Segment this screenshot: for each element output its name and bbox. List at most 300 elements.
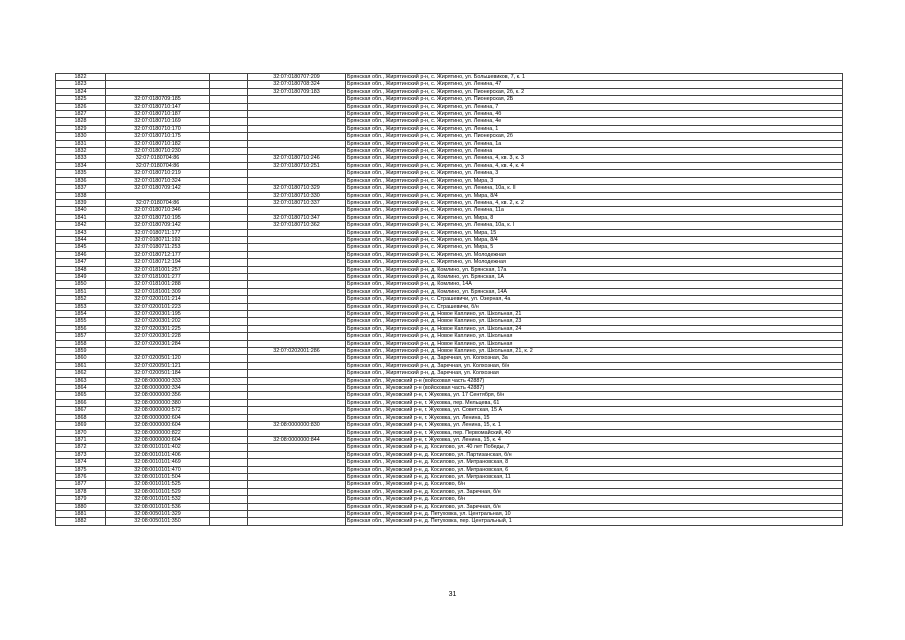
cell-extra — [210, 377, 248, 384]
table-row — [56, 229, 843, 236]
cell-parcel-number: 32:08:0010101:504 — [106, 473, 210, 480]
cell-row-number: 1846 — [56, 251, 106, 258]
cell-row-number: 1876 — [56, 473, 106, 480]
table-row — [56, 481, 843, 488]
cell-parcel-number: 32:07:0180710:230 — [106, 148, 210, 155]
cell-row-number: 1832 — [56, 148, 106, 155]
cell-extra — [210, 199, 248, 206]
cell-row-number: 1861 — [56, 362, 106, 369]
cell-parcel-number: 32:07:0180711:192 — [106, 236, 210, 243]
cell-parcel-number: 32:08:0050101:329 — [106, 510, 210, 517]
cell-extra — [210, 414, 248, 421]
cell-extra — [210, 74, 248, 81]
cell-extra — [210, 362, 248, 369]
cell-extra — [210, 288, 248, 295]
cell-parcel-number — [106, 348, 210, 355]
table-row — [56, 318, 843, 325]
cell-extra — [210, 251, 248, 258]
cell-extra — [210, 459, 248, 466]
cell-address: Брянская обл., Жирятинский р-н, д. Новое Каплино, ул. Школьная, 24 — [346, 325, 843, 332]
cell-extra — [210, 340, 248, 347]
cell-parcel-number: 32:07:0180704:86 — [106, 155, 210, 162]
cell-object-number — [248, 96, 346, 103]
table-row — [56, 311, 843, 318]
cell-row-number: 1833 — [56, 155, 106, 162]
table-row — [56, 340, 843, 347]
cell-object-number — [248, 362, 346, 369]
cell-object-number — [248, 251, 346, 258]
cell-row-number: 1881 — [56, 510, 106, 517]
cell-object-number — [248, 259, 346, 266]
cell-extra — [210, 222, 248, 229]
cell-object-number — [248, 236, 346, 243]
cell-address: Брянская обл., Жирятинский р-н, с. Жирятино, ул. Ленина, 7 — [346, 103, 843, 110]
cell-row-number: 1856 — [56, 325, 106, 332]
cell-extra — [210, 518, 248, 525]
cell-extra — [210, 259, 248, 266]
cell-address: Брянская обл., Жирятинский р-н, с. Жирятино, ул. Пионерская, 2б — [346, 133, 843, 140]
cell-extra — [210, 422, 248, 429]
cell-object-number: 32:07:0180707:209 — [248, 74, 346, 81]
cell-extra — [210, 303, 248, 310]
cell-address: Брянская обл., Жуковский р-н (войсковая часть 42887) — [346, 377, 843, 384]
cell-object-number: 32:08:0000000:844 — [248, 436, 346, 443]
cell-extra — [210, 88, 248, 95]
registry-table — [55, 73, 843, 526]
cell-row-number: 1879 — [56, 496, 106, 503]
cell-address: Брянская обл., Жирятинский р-н, с. Жирятино, ул. Ленина, 10а, к. I — [346, 222, 843, 229]
cell-object-number — [248, 518, 346, 525]
cell-extra — [210, 444, 248, 451]
cell-row-number: 1844 — [56, 236, 106, 243]
table-row — [56, 88, 843, 95]
cell-parcel-number — [106, 88, 210, 95]
cell-extra — [210, 473, 248, 480]
cell-parcel-number: 32:07:0200101:214 — [106, 296, 210, 303]
cell-row-number: 1825 — [56, 96, 106, 103]
cell-row-number: 1831 — [56, 140, 106, 147]
cell-row-number: 1840 — [56, 207, 106, 214]
cell-row-number: 1865 — [56, 392, 106, 399]
cell-address: Брянская обл., Жирятинский р-н, с. Жирятино, ул. Ленина, 10а, к. II — [346, 185, 843, 192]
cell-address: Брянская обл., Жуковский р-н, г. Жуковка, ул. Ленина, 15 — [346, 414, 843, 421]
cell-object-number — [248, 103, 346, 110]
cell-object-number: 32:07:0180710:347 — [248, 214, 346, 221]
table-row — [56, 244, 843, 251]
cell-row-number: 1868 — [56, 414, 106, 421]
table-row — [56, 459, 843, 466]
cell-object-number — [248, 133, 346, 140]
table-row — [56, 296, 843, 303]
table-row — [56, 118, 843, 125]
cell-parcel-number: 32:07:0200301:228 — [106, 333, 210, 340]
cell-row-number: 1873 — [56, 451, 106, 458]
cell-address: Брянская обл., Жирятинский р-н, с. Жирятино, ул. Мира, 3 — [346, 177, 843, 184]
cell-address: Брянская обл., Жуковский р-н (войсковая часть 42887) — [346, 385, 843, 392]
cell-address: Брянская обл., Жуковский р-н, д. Косилово, ул. Митрановская, 8 — [346, 459, 843, 466]
cell-extra — [210, 214, 248, 221]
cell-extra — [210, 481, 248, 488]
cell-object-number — [248, 473, 346, 480]
cell-object-number — [248, 370, 346, 377]
cell-extra — [210, 451, 248, 458]
cell-object-number — [248, 407, 346, 414]
cell-row-number: 1847 — [56, 259, 106, 266]
cell-parcel-number: 32:07:0180710:346 — [106, 207, 210, 214]
table-row — [56, 436, 843, 443]
cell-object-number — [248, 288, 346, 295]
table-row — [56, 170, 843, 177]
cell-object-number — [248, 355, 346, 362]
table-row — [56, 407, 843, 414]
table-row — [56, 155, 843, 162]
cell-object-number: 32:08:0000000:830 — [248, 422, 346, 429]
cell-address: Брянская обл., Жуковский р-н, д. Косилово, ул. Митрановская, 6 — [346, 466, 843, 473]
cell-object-number: 32:07:0180710:251 — [248, 162, 346, 169]
cell-object-number — [248, 170, 346, 177]
cell-address: Брянская обл., Жирятинский р-н, д. Комлино, ул. Брянская, 1А — [346, 273, 843, 280]
cell-parcel-number: 32:07:0180710:170 — [106, 125, 210, 132]
cell-row-number: 1843 — [56, 229, 106, 236]
table-row — [56, 385, 843, 392]
table-row — [56, 236, 843, 243]
cell-extra — [210, 103, 248, 110]
cell-address: Брянская обл., Жирятинский р-н, д. Заречная, ул. Колхозная, 3а — [346, 355, 843, 362]
cell-parcel-number: 32:07:0180711:253 — [106, 244, 210, 251]
cell-parcel-number: 32:07:0180712:177 — [106, 251, 210, 258]
cell-address: Брянская обл., Жирятинский р-н, д. Комлино, ул. Брянская, 14А — [346, 288, 843, 295]
table-row — [56, 422, 843, 429]
cell-object-number — [248, 377, 346, 384]
cell-object-number — [248, 296, 346, 303]
cell-extra — [210, 496, 248, 503]
cell-address: Брянская обл., Жирятинский р-н, д. Новое Каплино, ул. Школьная, 21 — [346, 311, 843, 318]
table-row — [56, 466, 843, 473]
cell-parcel-number: 32:08:0000000:333 — [106, 377, 210, 384]
cell-parcel-number: 32:07:0180709:185 — [106, 96, 210, 103]
cell-address: Брянская обл., Жирятинский р-н, с. Жирятино, ул. Ленина, 47 — [346, 81, 843, 88]
cell-extra — [210, 488, 248, 495]
cell-object-number — [248, 148, 346, 155]
cell-object-number — [248, 266, 346, 273]
cell-parcel-number: 32:08:0010101:536 — [106, 503, 210, 510]
table-row — [56, 451, 843, 458]
cell-parcel-number: 32:07:0180704:86 — [106, 199, 210, 206]
cell-address: Брянская обл., Жирятинский р-н, с. Жирятино, ул. Большевиков, 7, к. 1 — [346, 74, 843, 81]
cell-row-number: 1836 — [56, 177, 106, 184]
table-row — [56, 185, 843, 192]
cell-address: Брянская обл., Жирятинский р-н, с. Жирятино, ул. Ленина, 1а — [346, 140, 843, 147]
cell-address: Брянская обл., Жуковский р-н, г. Жуковка, ул. Ленина, 15, к. 4 — [346, 436, 843, 443]
cell-address: Брянская обл., Жирятинский р-н, д. Новое Каплино, ул. Школьная, 21, к. 2 — [346, 348, 843, 355]
cell-address: Брянская обл., Жирятинский р-н, с. Жирятино, ул. Мира, 8/4 — [346, 236, 843, 243]
cell-address: Брянская обл., Жирятинский р-н, с. Жирятино, ул. Ленина — [346, 148, 843, 155]
cell-extra — [210, 111, 248, 118]
table-row — [56, 81, 843, 88]
cell-address: Брянская обл., Жирятинский р-н, д. Заречная, ул. Колхозная — [346, 370, 843, 377]
cell-object-number — [248, 385, 346, 392]
cell-object-number — [248, 125, 346, 132]
cell-extra — [210, 96, 248, 103]
cell-row-number: 1849 — [56, 273, 106, 280]
cell-row-number: 1824 — [56, 88, 106, 95]
table-row — [56, 303, 843, 310]
cell-object-number — [248, 325, 346, 332]
cell-parcel-number: 32:07:0180710:324 — [106, 177, 210, 184]
cell-object-number — [248, 496, 346, 503]
cell-address: Брянская обл., Жирятинский р-н, с. Жирятино, ул. Мира, 8/4 — [346, 192, 843, 199]
cell-address: Брянская обл., Жирятинский р-н, д. Новое Каплино, ул. Школьная — [346, 333, 843, 340]
cell-address: Брянская обл., Жуковский р-н, д. Косилово, ул. Заречная, б/н — [346, 503, 843, 510]
cell-parcel-number: 32:08:0010101:532 — [106, 496, 210, 503]
cell-object-number — [248, 340, 346, 347]
cell-address: Брянская обл., Жирятинский р-н, с. Жирятино, ул. Молодежная — [346, 259, 843, 266]
cell-row-number: 1830 — [56, 133, 106, 140]
cell-extra — [210, 125, 248, 132]
cell-row-number: 1828 — [56, 118, 106, 125]
table-row — [56, 518, 843, 525]
cell-parcel-number: 32:08:0000000:572 — [106, 407, 210, 414]
cell-extra — [210, 229, 248, 236]
cell-address: Брянская обл., Жирятинский р-н, с. Жирятино, ул. Молодежная — [346, 251, 843, 258]
table-row — [56, 488, 843, 495]
cell-extra — [210, 355, 248, 362]
table-row — [56, 414, 843, 421]
cell-parcel-number: 32:08:0000000:822 — [106, 429, 210, 436]
cell-row-number: 1853 — [56, 303, 106, 310]
table-row — [56, 362, 843, 369]
cell-extra — [210, 399, 248, 406]
cell-extra — [210, 311, 248, 318]
cell-row-number: 1839 — [56, 199, 106, 206]
cell-object-number — [248, 318, 346, 325]
cell-row-number: 1878 — [56, 488, 106, 495]
table-row — [56, 273, 843, 280]
cell-row-number: 1867 — [56, 407, 106, 414]
cell-address: Брянская обл., Жуковский р-н, г. Жуковка, ул. Ленина, 15, к. 1 — [346, 422, 843, 429]
cell-row-number: 1882 — [56, 518, 106, 525]
cell-parcel-number: 32:07:0180710:169 — [106, 118, 210, 125]
table-row — [56, 266, 843, 273]
cell-parcel-number: 32:07:0181001:309 — [106, 288, 210, 295]
cell-object-number: 32:07:0180709:183 — [248, 88, 346, 95]
cell-parcel-number: 32:08:0010101:469 — [106, 459, 210, 466]
cell-extra — [210, 162, 248, 169]
cell-address: Брянская обл., Жирятинский р-н, с. Жирятино, ул. Ленина, 4е — [346, 118, 843, 125]
cell-address: Брянская обл., Жирятинский р-н, с. Жирятино, ул. Ленина, 11а — [346, 207, 843, 214]
cell-address: Брянская обл., Жуковский р-н, д. Косилово, ул. Партизанская, б/н — [346, 451, 843, 458]
cell-object-number: 32:07:0180710:362 — [248, 222, 346, 229]
cell-row-number: 1852 — [56, 296, 106, 303]
cell-row-number: 1842 — [56, 222, 106, 229]
cell-object-number — [248, 444, 346, 451]
cell-parcel-number: 32:07:0200501:120 — [106, 355, 210, 362]
table-row — [56, 192, 843, 199]
cell-object-number — [248, 207, 346, 214]
cell-row-number: 1848 — [56, 266, 106, 273]
cell-row-number: 1862 — [56, 370, 106, 377]
cell-object-number — [248, 118, 346, 125]
cell-object-number — [248, 244, 346, 251]
page-number: 31 — [448, 591, 457, 598]
cell-row-number: 1837 — [56, 185, 106, 192]
cell-extra — [210, 155, 248, 162]
cell-parcel-number: 32:07:0180704:86 — [106, 162, 210, 169]
table-row — [56, 125, 843, 132]
cell-extra — [210, 348, 248, 355]
cell-object-number — [248, 399, 346, 406]
cell-object-number — [248, 466, 346, 473]
cell-row-number: 1834 — [56, 162, 106, 169]
cell-extra — [210, 133, 248, 140]
table-row — [56, 162, 843, 169]
cell-extra — [210, 429, 248, 436]
cell-parcel-number: 32:07:0181001:288 — [106, 281, 210, 288]
cell-address: Брянская обл., Жуковский р-н, г. Жуковка, ул. 17 Сентября, б/н — [346, 392, 843, 399]
cell-parcel-number — [106, 74, 210, 81]
table-row — [56, 103, 843, 110]
table-row — [56, 214, 843, 221]
cell-parcel-number: 32:08:0010101:402 — [106, 444, 210, 451]
cell-object-number — [248, 459, 346, 466]
cell-row-number: 1841 — [56, 214, 106, 221]
cell-object-number — [248, 177, 346, 184]
cell-address: Брянская обл., Жуковский р-н, д. Косилово, ул. Митрановская, 11 — [346, 473, 843, 480]
cell-address: Брянская обл., Жирятинский р-н, с. Жирятино, ул. Ленина, 4, кв. 2, к. 2 — [346, 199, 843, 206]
cell-object-number — [248, 111, 346, 118]
table-row — [56, 333, 843, 340]
cell-object-number — [248, 392, 346, 399]
cell-object-number — [248, 488, 346, 495]
table-row — [56, 496, 843, 503]
cell-row-number: 1859 — [56, 348, 106, 355]
cell-address: Брянская обл., Жирятинский р-н, с. Жирятино, ул. Ленина, 4, кв. 4, к. 4 — [346, 162, 843, 169]
cell-row-number: 1855 — [56, 318, 106, 325]
cell-parcel-number: 32:08:0010101:525 — [106, 481, 210, 488]
cell-extra — [210, 266, 248, 273]
cell-row-number: 1874 — [56, 459, 106, 466]
cell-parcel-number: 32:08:0000000:356 — [106, 392, 210, 399]
table-row — [56, 281, 843, 288]
cell-row-number: 1877 — [56, 481, 106, 488]
cell-object-number — [248, 229, 346, 236]
cell-address: Брянская обл., Жирятинский р-н, с. Жирятино, ул. Мира, 8 — [346, 214, 843, 221]
cell-object-number — [248, 503, 346, 510]
cell-object-number: 32:07:0180710:246 — [248, 155, 346, 162]
cell-extra — [210, 192, 248, 199]
cell-address: Брянская обл., Жуковский р-н, д. Петуховка, ул. Центральная, 10 — [346, 510, 843, 517]
cell-extra — [210, 407, 248, 414]
cell-row-number: 1871 — [56, 436, 106, 443]
cell-object-number: 32:07:0180710:337 — [248, 199, 346, 206]
cell-parcel-number: 32:07:0200501:121 — [106, 362, 210, 369]
cell-row-number: 1872 — [56, 444, 106, 451]
cell-address: Брянская обл., Жирятинский р-н, с. Жирятино, ул. Ленина, 3 — [346, 170, 843, 177]
cell-parcel-number: 32:07:0200301:202 — [106, 318, 210, 325]
cell-object-number — [248, 481, 346, 488]
cell-extra — [210, 207, 248, 214]
cell-extra — [210, 177, 248, 184]
cell-parcel-number: 32:07:0200301:284 — [106, 340, 210, 347]
cell-row-number: 1854 — [56, 311, 106, 318]
table-row — [56, 111, 843, 118]
cell-parcel-number: 32:08:0000000:334 — [106, 385, 210, 392]
cell-extra — [210, 436, 248, 443]
table-row — [56, 222, 843, 229]
cell-address: Брянская обл., Жуковский р-н, г. Жуковка, ул. Советская, 15 А — [346, 407, 843, 414]
cell-parcel-number: 32:07:0180710:182 — [106, 140, 210, 147]
cell-parcel-number: 32:07:0180709:142 — [106, 185, 210, 192]
cell-extra — [210, 148, 248, 155]
cell-address: Брянская обл., Жирятинский р-н, д. Новое Каплино, ул. Школьная — [346, 340, 843, 347]
cell-parcel-number: 32:07:0200501:184 — [106, 370, 210, 377]
table-row — [56, 473, 843, 480]
table-row — [56, 133, 843, 140]
cell-row-number: 1864 — [56, 385, 106, 392]
table-row — [56, 199, 843, 206]
cell-address: Брянская обл., Жирятинский р-н, с. Жирятино, ул. Ленина, 4б — [346, 111, 843, 118]
cell-object-number — [248, 333, 346, 340]
cell-extra — [210, 273, 248, 280]
cell-object-number — [248, 429, 346, 436]
table-row — [56, 510, 843, 517]
table-row — [56, 96, 843, 103]
cell-parcel-number — [106, 81, 210, 88]
cell-parcel-number: 32:07:0180710:219 — [106, 170, 210, 177]
cell-address: Брянская обл., Жирятинский р-н, с. Страшевичи, ул. Озерная, 4а — [346, 296, 843, 303]
cell-object-number: 32:07:0180710:330 — [248, 192, 346, 199]
cell-address: Брянская обл., Жуковский р-н, г. Жуковка, пер. Первомайский, 40 — [346, 429, 843, 436]
table-row — [56, 325, 843, 332]
table-row — [56, 370, 843, 377]
cell-extra — [210, 385, 248, 392]
cell-row-number: 1857 — [56, 333, 106, 340]
table-row — [56, 348, 843, 355]
cell-address: Брянская обл., Жирятинский р-н, с. Жирятино, ул. Мира, 15 — [346, 229, 843, 236]
cell-parcel-number: 32:08:0000000:604 — [106, 414, 210, 421]
cell-row-number: 1850 — [56, 281, 106, 288]
cell-row-number: 1845 — [56, 244, 106, 251]
cell-row-number: 1880 — [56, 503, 106, 510]
cell-extra — [210, 318, 248, 325]
cell-parcel-number: 32:07:0180710:195 — [106, 214, 210, 221]
table-row — [56, 148, 843, 155]
cell-row-number: 1869 — [56, 422, 106, 429]
cell-extra — [210, 392, 248, 399]
cell-parcel-number: 32:07:0200301:195 — [106, 311, 210, 318]
cell-address: Брянская обл., Жуковский р-н, д. Косилово, ул. Заречная, б/н — [346, 488, 843, 495]
cell-address: Брянская обл., Жуковский р-н, д. Петуховка, пер. Центральный, 1 — [346, 518, 843, 525]
cell-parcel-number: 32:08:0000000:604 — [106, 436, 210, 443]
cell-extra — [210, 170, 248, 177]
cell-object-number — [248, 140, 346, 147]
cell-object-number — [248, 273, 346, 280]
cell-extra — [210, 118, 248, 125]
cell-row-number: 1822 — [56, 74, 106, 81]
cell-address: Брянская обл., Жирятинский р-н, с. Жирятино, ул. Ленина, 4, кв. 3, к. 3 — [346, 155, 843, 162]
cell-parcel-number: 32:07:0181001:257 — [106, 266, 210, 273]
cell-parcel-number: 32:07:0200101:223 — [106, 303, 210, 310]
cell-extra — [210, 81, 248, 88]
table-row — [56, 377, 843, 384]
cell-extra — [210, 236, 248, 243]
table-row — [56, 140, 843, 147]
cell-object-number: 32:07:0180708:324 — [248, 81, 346, 88]
cell-address: Брянская обл., Жуковский р-н, г. Жуковка, пер. Мельцева, 61 — [346, 399, 843, 406]
cell-row-number: 1827 — [56, 111, 106, 118]
cell-address: Брянская обл., Жирятинский р-н, с. Жирятино, ул. Мира, 5 — [346, 244, 843, 251]
cell-object-number — [248, 510, 346, 517]
